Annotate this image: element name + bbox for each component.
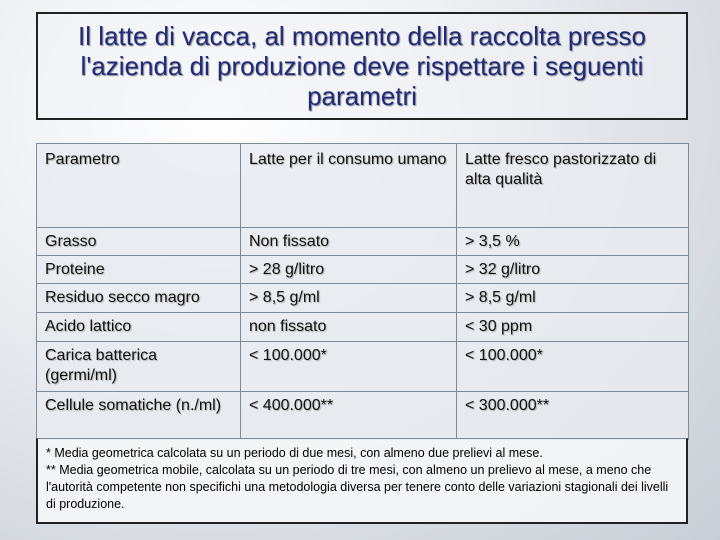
table-row [37,228,689,256]
table-cell: Grasso [37,228,241,256]
table-cell: Proteine [37,256,241,284]
table-row [37,284,689,313]
slide-title: Il latte di vacca, al momento della raccolta presso l'azienda di produzione deve rispettare i seguenti parametri [78,21,646,111]
footnote-2: ** Media geometrica mobile, calcolata su un periodo di tre mesi, con almeno un prelievo al mese, a meno che l'autorità competente non specifichi una metodologia diversa per tenere conto delle variazioni stagionali dei livelli di produzione. [46,463,669,511]
header-cell: Parametro [37,144,241,228]
table-row [37,342,689,392]
table-row [37,256,689,284]
table-cell: < 100.000* [457,342,689,392]
table-cell: < 30 ppm [457,313,689,342]
title-box [36,12,688,120]
table-cell: > 32 g/litro [457,256,689,284]
table-row [37,392,689,440]
table-cell: > 8,5 g/ml [457,284,689,313]
header-cell: Latte per il consumo umano [241,144,457,228]
table-cell: non fissato [241,313,457,342]
table-cell: < 100.000* [241,342,457,392]
table-cell: > 8,5 g/ml [241,284,457,313]
table-cell: < 400.000** [241,392,457,440]
table-cell: Acido lattico [37,313,241,342]
table-header-row [37,144,689,228]
table-cell: Cellule somatiche (n./ml) [37,392,241,440]
table-cell: < 300.000** [457,392,689,440]
table-cell: Non fissato [241,228,457,256]
table-cell: > 28 g/litro [241,256,457,284]
table-cell: > 3,5 % [457,228,689,256]
header-cell: Latte fresco pastorizzato di alta qualità [457,144,689,228]
footnote-1: * Media geometrica calcolata su un periodo di due mesi, con almeno due prelievi al mese. [46,446,543,460]
table-row [37,313,689,342]
parameters-table [36,143,689,440]
table-cell: Carica batterica (germi/ml) [37,342,241,392]
footnotes-box [36,438,688,524]
table-cell: Residuo secco magro [37,284,241,313]
